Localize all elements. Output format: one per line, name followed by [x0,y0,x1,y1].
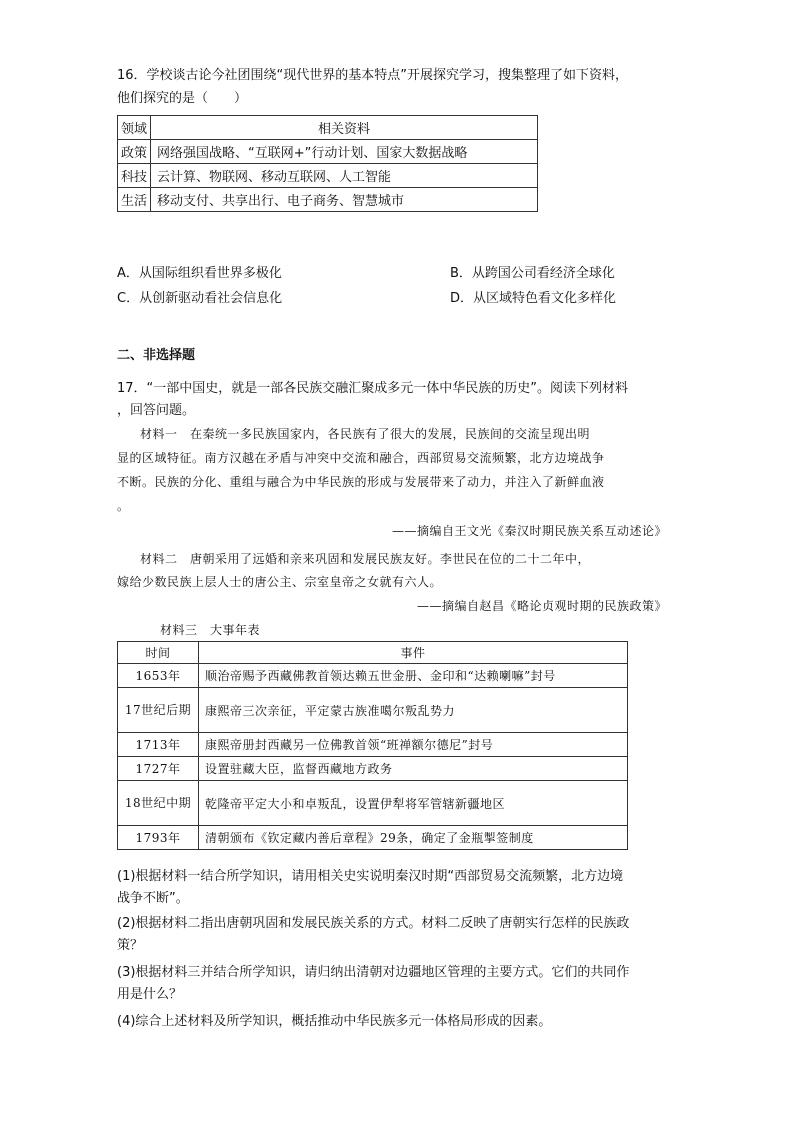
sub-question-2-line2: 策？ [117,938,144,953]
sub-question-3-line2: 用是什么？ [117,987,183,1002]
sub-question-2-line1: (2)根据材料二指出唐朝巩固和发展民族关系的方式。材料二反映了唐朝实行怎样的民族政 [117,916,630,931]
table-header-row [118,116,538,140]
q17-intro-line2: ，回答问题。 [117,403,196,418]
row-field: 科技 [118,164,151,188]
row-event: 清朝颁布《钦定藏内善后章程》29条，确定了金瓶掣签制度 [199,826,628,850]
row-field: 政策 [118,140,151,164]
header-field: 领域 [118,116,151,140]
row-time: 1713年 [118,733,199,757]
sub-question-4: (4)综合上述材料及所学知识，概括推动中华民族多元一体格局形成的因素。 [117,1014,552,1029]
row-time: 1793年 [118,826,199,850]
material2-source: ——摘编自赵昌《略论贞观时期的民族政策》 [416,599,667,613]
q16-option-b[interactable]: B．从跨国公司看经济全球化 [450,266,615,281]
row-event: 乾隆帝平定大小和卓叛乱，设置伊犁将军管辖新疆地区 [199,781,628,826]
row-field: 生活 [118,188,151,212]
material1-line4: 。 [117,499,130,513]
q16-material-table [117,115,538,212]
table-row [118,688,628,733]
table-row [118,664,628,688]
table-row [118,826,628,850]
section-title: 二、非选择题 [117,348,196,363]
q16-option-a[interactable]: A．从国际组织看世界多极化 [117,266,282,281]
material2-line1: 材料二 唐朝采用了远婚和亲来巩固和发展民族友好。李世民在位的二十二年中， [140,552,591,566]
q16-stem-line2: 他们探究的是（ ） [117,91,248,106]
row-material: 网络强国战略、“互联网+”行动计划、国家大数据战略 [151,140,538,164]
row-event: 顺治帝赐予西藏佛教首领达赖五世金册、金印和“达赖喇嘛”封号 [199,664,628,688]
row-time: 1727年 [118,757,199,781]
header-material: 相关资料 [151,116,538,140]
table-row [118,188,538,212]
row-event: 康熙帝三次亲征，平定蒙古族准噶尔叛乱势力 [199,688,628,733]
q17-intro-line1: 17．“一部中国史，就是一部各民族交融汇聚成多元一体中华民族的历史”。阅读下列材料 [117,381,629,396]
row-event: 康熙帝册封西藏另一位佛教首领“班禅额尔德尼”封号 [199,733,628,757]
table-row [118,757,628,781]
row-event: 设置驻藏大臣，监督西藏地方政务 [199,757,628,781]
table-row [118,164,538,188]
table-row [118,733,628,757]
table-row [118,140,538,164]
row-material: 云计算、物联网、移动互联网、人工智能 [151,164,538,188]
timeline-table [117,641,628,850]
material1-source: ——摘编自王文光《秦汉时期民族关系互动述论》 [391,524,667,538]
sub-question-1-line2: 战争不断”。 [117,891,189,906]
row-time: 18世纪中期 [118,781,199,826]
q16-option-c[interactable]: C．从创新驱动看社会信息化 [117,291,283,306]
material1-line2: 显的区域特征。南方汉越在矛盾与冲突中交流和融合，西部贸易交流频繁，北方边境战争 [117,451,605,465]
row-time: 1653年 [118,664,199,688]
row-time: 17世纪后期 [118,688,199,733]
q16-option-d[interactable]: D．从区域特色看文化多样化 [450,291,617,306]
sub-question-3-line1: (3)根据材料三并结合所学知识，请归纳出清朝对边疆地区管理的主要方式。它们的共同作 [117,965,630,980]
table-row [118,781,628,826]
material1-line1: 材料一 在秦统一多民族国家内，各民族有了很大的发展，民族间的交流呈现出明 [140,427,591,441]
q16-stem-line1: 16．学校谈古论今社团围绕“现代世界的基本特点”开展探究学习，搜集整理了如下资料， [117,68,629,83]
sub-question-1-line1: (1)根据材料一结合所学知识，请用相关史实说明秦汉时期“西部贸易交流频繁，北方边境 [117,869,624,884]
material2-line2: 嫁给少数民族上层人士的唐公主、宗室皇帝之女就有六人。 [117,575,443,589]
header-event: 事件 [199,642,628,664]
material1-line3: 不断。民族的分化、重组与融合为中华民族的形成与发展带来了动力，并注入了新鲜血液 [117,475,605,489]
timeline-header-row [118,642,628,664]
row-material: 移动支付、共享出行、电子商务、智慧城市 [151,188,538,212]
material3-title: 材料三 大事年表 [160,623,261,637]
header-time: 时间 [118,642,199,664]
